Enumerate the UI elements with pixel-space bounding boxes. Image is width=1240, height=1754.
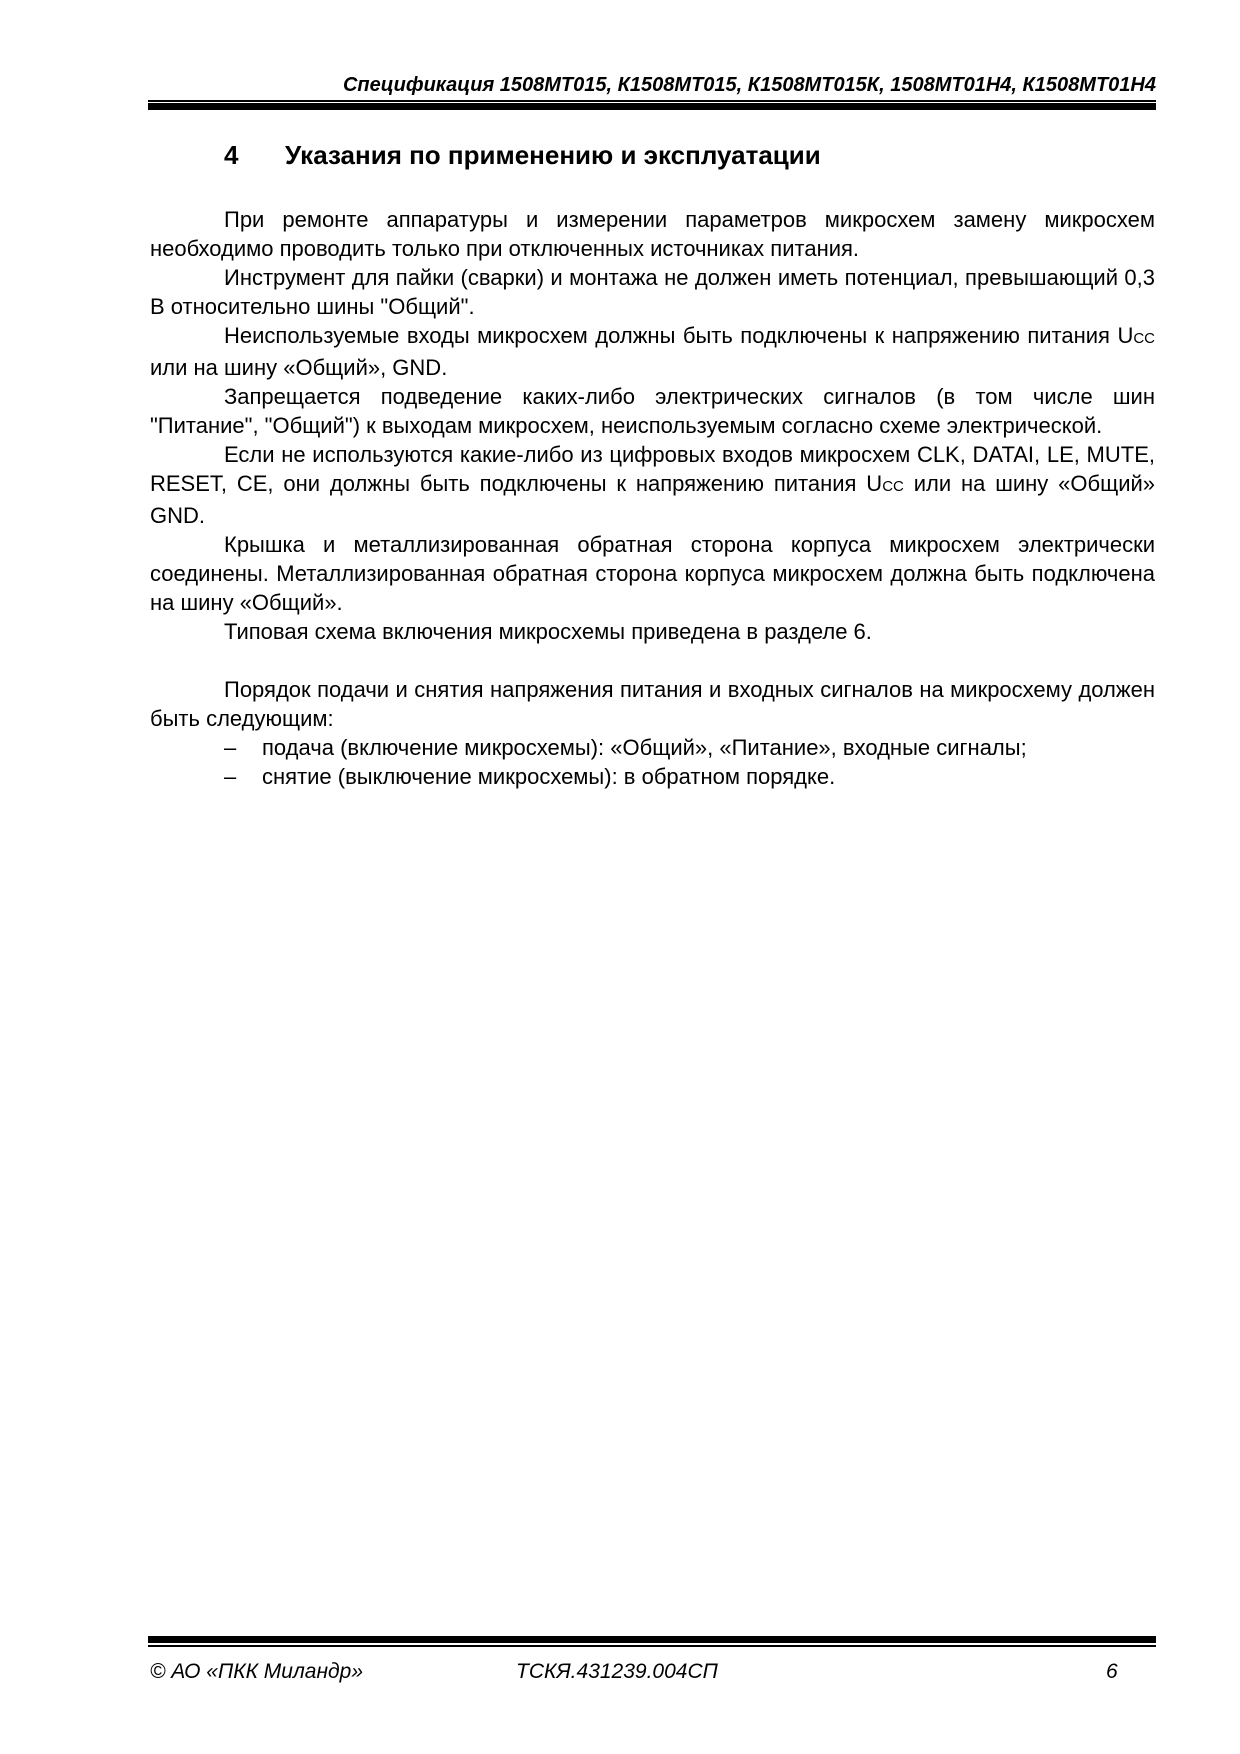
- paragraph-6: Крышка и металлизированная обратная сторона корпуса микросхем электрически соединены. Металлизированная обратная сторона корпуса микросхем должна быть подключена на шину «Общий».: [150, 532, 1155, 615]
- paragraph-7: Типовая схема включения микросхемы приведена в разделе 6.: [224, 619, 872, 644]
- header-rule-thick: [148, 103, 1156, 110]
- document-body: [150, 205, 1155, 791]
- footer-rule-thin: [148, 1645, 1156, 1647]
- header-rule-thin: [148, 100, 1156, 102]
- list-item: – подача (включение микросхемы): «Общий», «Питание», входные сигналы;: [224, 735, 1027, 760]
- paragraph-8: Порядок подачи и снятия напряжения питания и входных сигналов на микросхему должен быть следующим:: [150, 677, 1155, 731]
- list-item: – снятие (выключение микросхемы): в обратном порядке.: [224, 764, 836, 789]
- footer-page-number: 6: [1106, 1660, 1118, 1683]
- paragraph-3: Неиспользуемые входы микросхем должны быть подключены к напряжению питания UCC или на шину «Общий», GND.: [150, 323, 1155, 380]
- footer-doc-code: ТСКЯ.431239.004СП: [516, 1660, 718, 1683]
- subscript-cc: CC: [1133, 330, 1155, 347]
- paragraph-1: При ремонте аппаратуры и измерении параметров микросхем замену микросхем необходимо проводить только при отключенных источниках питания.: [150, 207, 1155, 261]
- section-title: Указания по применению и эксплуатации: [285, 140, 821, 170]
- section-heading: [224, 140, 821, 171]
- subscript-cc: CC: [882, 478, 904, 495]
- section-number: 4: [224, 140, 239, 170]
- header-title: Спецификация 1508МТ015, К1508МТ015, К1508МТ015К, 1508МТ01Н4, К1508МТ01Н4: [342, 74, 1156, 96]
- dash-bullet: –: [224, 735, 237, 760]
- paragraph-5: Если не используются какие-либо из цифровых входов микросхем CLK, DATAI, LE, MUTE, RESET, CE, они должны быть подключены к напряжению питания UCC или на шину «Общий» GND.: [150, 442, 1156, 528]
- paragraph-2: Инструмент для пайки (сварки) и монтажа не должен иметь потенциал, превышающий 0,3 В относительно шины "Общий".: [150, 265, 1155, 319]
- footer-company: © АО «ПКК Миландр»: [150, 1660, 364, 1683]
- dash-bullet: –: [224, 764, 237, 789]
- footer-rule-thick: [148, 1636, 1156, 1643]
- paragraph-4: Запрещается подведение каких-либо электрических сигналов (в том числе шин "Питание", "Общий") к выходам микросхем, неиспользуемым согласно схеме электрической.: [150, 384, 1155, 438]
